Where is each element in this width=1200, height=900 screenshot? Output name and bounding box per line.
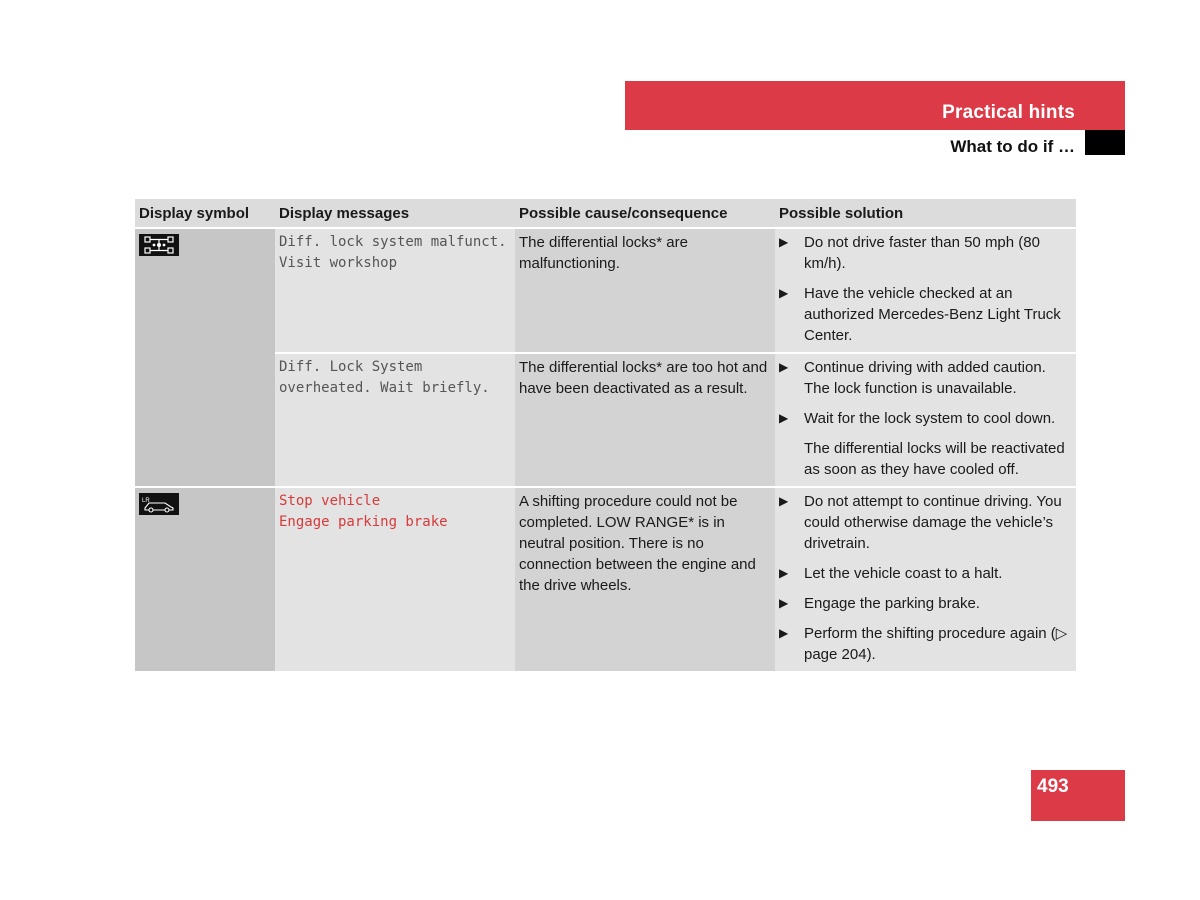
display-message-cell: [275, 354, 515, 488]
bullet-icon: ▶: [779, 286, 789, 300]
cause-cell: The differential locks* are too hot and have been deactivated as a result.: [515, 354, 775, 488]
bullet-icon: ▶: [779, 360, 789, 374]
section-header-bar: [625, 81, 1125, 130]
display-message-line: Engage parking brake: [279, 514, 448, 530]
solution-cell: [775, 488, 1076, 673]
display-message-line: Diff. Lock System: [279, 359, 423, 375]
solution-item: ▶ Have the vehicle checked at an authorized Mercedes-Benz Light Truck Center.: [779, 285, 1061, 344]
column-header: Possible cause/consequence: [515, 199, 775, 229]
page-number: 493: [1037, 776, 1069, 797]
table-row: [135, 354, 1076, 488]
table-row: [135, 488, 1076, 673]
solution-item: ▶ Continue driving with added caution. The lock function is unavailable.: [779, 359, 1046, 397]
solution-item: ▶ Let the vehicle coast to a halt.: [779, 565, 1003, 582]
display-message-line: Visit workshop: [279, 255, 398, 271]
bullet-icon: ▶: [779, 411, 789, 425]
solution-cell: [775, 229, 1076, 354]
solution-item: ▶ Perform the shifting procedure again (▷ page 204).: [779, 625, 1068, 663]
low-range-vehicle-icon: [139, 493, 179, 515]
table-row: [135, 229, 1076, 354]
solution-cell: [775, 354, 1076, 488]
column-header: Display symbol: [135, 199, 275, 229]
bullet-icon: ▶: [779, 235, 789, 249]
section-title: Practical hints: [942, 102, 1075, 123]
solution-item: ▶ Engage the parking brake.: [779, 595, 980, 612]
solution-item: ▶ Wait for the lock system to cool down.: [779, 410, 1056, 427]
solution-note: The differential locks will be reactivated as soon as they have cooled off.: [804, 440, 1065, 478]
bullet-icon: ▶: [779, 596, 789, 610]
thumb-tab: [1085, 130, 1125, 155]
bullet-icon: ▶: [779, 626, 789, 640]
display-message-cell: [275, 488, 515, 673]
bullet-icon: ▶: [779, 566, 789, 580]
subsection-title: What to do if …: [950, 137, 1075, 156]
symbol-cell: [135, 229, 275, 488]
display-message-line: Stop vehicle: [279, 493, 381, 509]
table-header-row: [135, 199, 1076, 229]
solution-item: ▶ Do not drive faster than 50 mph (80 km/h).: [779, 234, 1040, 272]
solution-item: ▶ Do not attempt to continue driving. You could otherwise damage the vehicle’s drivetrain.: [779, 493, 1062, 552]
column-header: Display messages: [275, 199, 515, 229]
differential-lock-icon: [139, 234, 179, 256]
cause-cell: A shifting procedure could not be completed. LOW RANGE* is in neutral position. There is no connection between the engine and the drive wheels.: [515, 488, 775, 673]
page-number-box: [1031, 770, 1125, 821]
display-message-cell: [275, 229, 515, 354]
display-message-line: overheated. Wait briefly.: [279, 380, 490, 396]
column-header: Possible solution: [775, 199, 1076, 229]
low-range-label: LR: [142, 498, 150, 504]
bullet-icon: ▶: [779, 494, 789, 508]
hints-table: [135, 199, 1076, 673]
symbol-cell: [135, 488, 275, 673]
cause-cell: The differential locks* are malfunctioning.: [515, 229, 775, 354]
display-message-line: Diff. lock system malfunct.: [279, 234, 507, 250]
